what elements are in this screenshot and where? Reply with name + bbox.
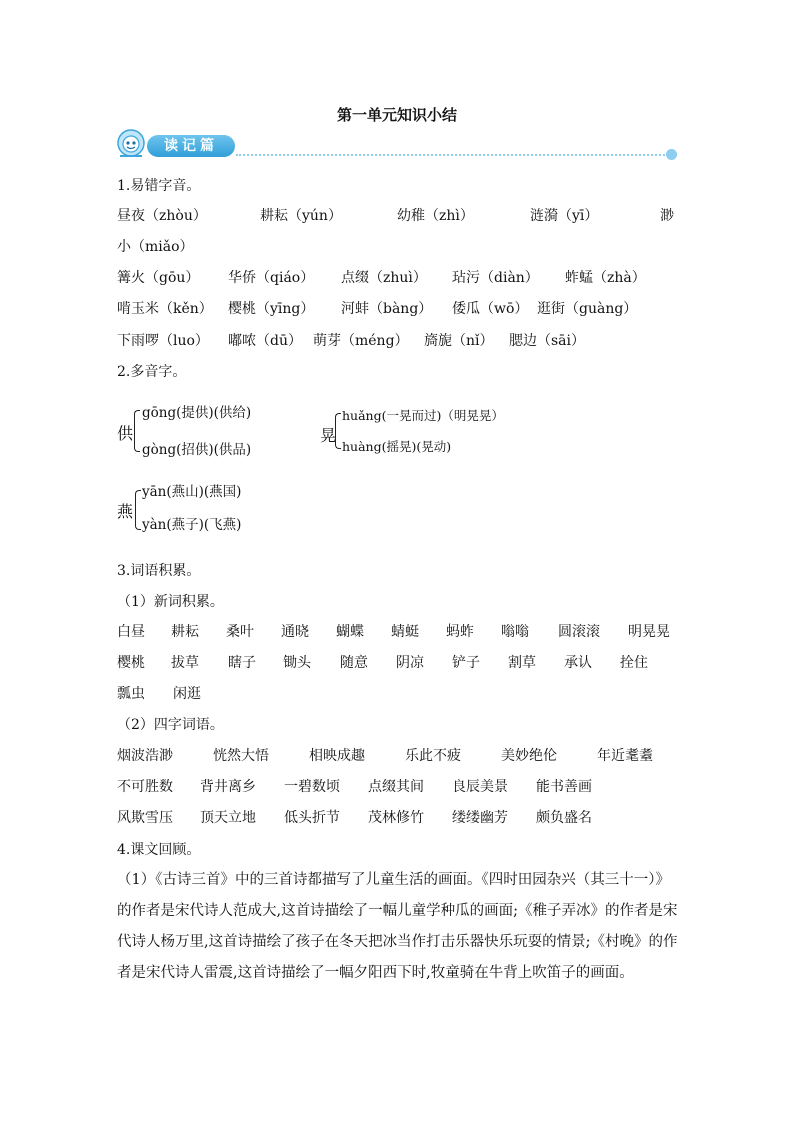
idiom: 风欺雪压 <box>117 810 173 826</box>
idiom: 相映成趣 <box>309 748 365 764</box>
vocab-word: 承认 <box>564 655 592 671</box>
idiom: 点缀其间 <box>368 779 424 795</box>
idiom: 缕缕幽芳 <box>452 810 508 826</box>
idiom: 背井离乡 <box>200 779 256 795</box>
word-item: 华侨（qiáo） <box>228 270 315 286</box>
word-item: 耕耘（yún） <box>260 208 342 224</box>
pronunciation: gōng(提供)(供给) <box>142 405 252 421</box>
section1-heading: 1.易错字音。 <box>117 178 201 194</box>
review-paragraph: （1）《古诗三首》中的三首诗都描写了儿童生活的画面。《四时田园杂兴（其三十一）》的作者是宋代诗人范成大,这首诗描绘了一幅儿童学种瓜的画面;《稚子弄冰》的作者是宋代诗人杨万里,这首诗描绘了孩子在冬天把冰当作打击乐器快乐玩耍的情景;《村晚》的作者是宋代诗人雷震,这首诗描绘了一幅夕阳西下时,牧童骑在牛背上吹笛子的画面。 <box>117 872 678 981</box>
word-item: 点缀（zhuì） <box>341 270 427 286</box>
word-item: 渺 <box>660 208 674 224</box>
vocab-word: 锄头 <box>283 655 311 671</box>
word-item: 篝火（gōu） <box>117 270 200 286</box>
idiom: 低头折节 <box>284 810 340 826</box>
idiom: 良辰美景 <box>452 779 508 795</box>
vocab-word: 白昼 <box>117 624 145 640</box>
word-item: 樱桃（yīng） <box>228 301 315 317</box>
word-item: 倭瓜（wō） <box>452 301 529 317</box>
brace <box>335 413 341 449</box>
vocab-word: 耕耘 <box>171 624 199 640</box>
vocab-word: 桑叶 <box>226 624 254 640</box>
idiom: 不可胜数 <box>117 779 173 795</box>
vocab-word: 铲子 <box>452 655 480 671</box>
idiom: 美妙绝伦 <box>501 748 557 764</box>
section3-heading: 3.词语积累。 <box>117 563 201 579</box>
vocab-word: 闲逛 <box>173 686 201 702</box>
word-item: 蚱蜢（zhà） <box>565 270 646 286</box>
word-item: 啃玉米（kěn） <box>117 301 213 317</box>
idiom: 恍然大悟 <box>213 748 269 764</box>
pronunciation: yàn(燕子)(飞燕) <box>142 517 242 533</box>
section4-heading: 4.课文回顾。 <box>117 842 201 858</box>
vocab-word: 樱桃 <box>117 655 145 671</box>
word-item: 小（miǎo） <box>117 239 194 255</box>
vocab-word: 蚂蚱 <box>446 624 474 640</box>
vocab-word: 嗡嗡 <box>501 624 529 640</box>
vocab-word: 拔草 <box>171 655 199 671</box>
vocab-word: 通晓 <box>281 624 309 640</box>
idiom: 年近耄耋 <box>597 748 653 764</box>
word-item: 幼稚（zhì） <box>397 208 474 224</box>
pronunciation: yān(燕山)(燕国) <box>142 484 242 500</box>
mascot-icon <box>116 128 146 160</box>
word-item: 逛街（guàng） <box>537 301 638 317</box>
brace <box>135 490 141 530</box>
word-item: 河蚌（bàng） <box>341 301 433 317</box>
vocab-word: 瓢虫 <box>117 686 145 702</box>
word-item: 萌芽（méng） <box>313 333 409 349</box>
word-item: 旖旎（nǐ） <box>424 333 494 349</box>
idiom: 烟波浩渺 <box>117 748 173 764</box>
banner-dot <box>666 149 677 160</box>
brace <box>134 410 140 452</box>
word-item: 涟漪（yī） <box>530 208 599 224</box>
idiom: 颇负盛名 <box>536 810 592 826</box>
idiom: 能书善画 <box>536 779 592 795</box>
pronunciation: gòng(招供)(供品) <box>142 442 252 458</box>
subheading: （1）新词积累。 <box>117 594 224 610</box>
banner-label: 读记篇 <box>147 135 235 157</box>
subheading: （2）四字词语。 <box>117 717 224 733</box>
pronunciation: huǎng(一晃而过)（明晃晃） <box>342 408 504 423</box>
idiom: 一碧数顷 <box>284 779 340 795</box>
polyphone-char: 供 <box>117 424 134 443</box>
idiom: 乐此不疲 <box>405 748 461 764</box>
word-item: 玷污（diàn） <box>452 270 539 286</box>
polyphone-char: 燕 <box>117 502 134 521</box>
word-item: 嘟哝（dū） <box>228 333 302 349</box>
vocab-word: 阴凉 <box>396 655 424 671</box>
section2-heading: 2.多音字。 <box>117 364 187 380</box>
word-item: 昼夜（zhòu） <box>117 208 207 224</box>
page-title: 第一单元知识小结 <box>336 106 457 124</box>
vocab-word: 随意 <box>340 655 368 671</box>
vocab-word: 蜻蜓 <box>391 624 419 640</box>
word-item: 下雨啰（luo） <box>117 333 209 349</box>
word-item: 腮边（sāi） <box>509 333 586 349</box>
idiom: 茂林修竹 <box>368 810 424 826</box>
idiom: 顶天立地 <box>200 810 256 826</box>
vocab-word: 割草 <box>508 655 536 671</box>
vocab-word: 明晃晃 <box>628 624 670 640</box>
banner-divider <box>236 154 668 156</box>
vocab-word: 蝴蝶 <box>336 624 364 640</box>
pronunciation: huàng(摇晃)(晃动) <box>342 439 452 454</box>
vocab-word: 圆滚滚 <box>558 624 600 640</box>
vocab-word: 拴住 <box>620 655 648 671</box>
section-banner <box>116 128 682 164</box>
vocab-word: 瞎子 <box>228 655 256 671</box>
polyphone-char: 晃 <box>320 426 337 445</box>
